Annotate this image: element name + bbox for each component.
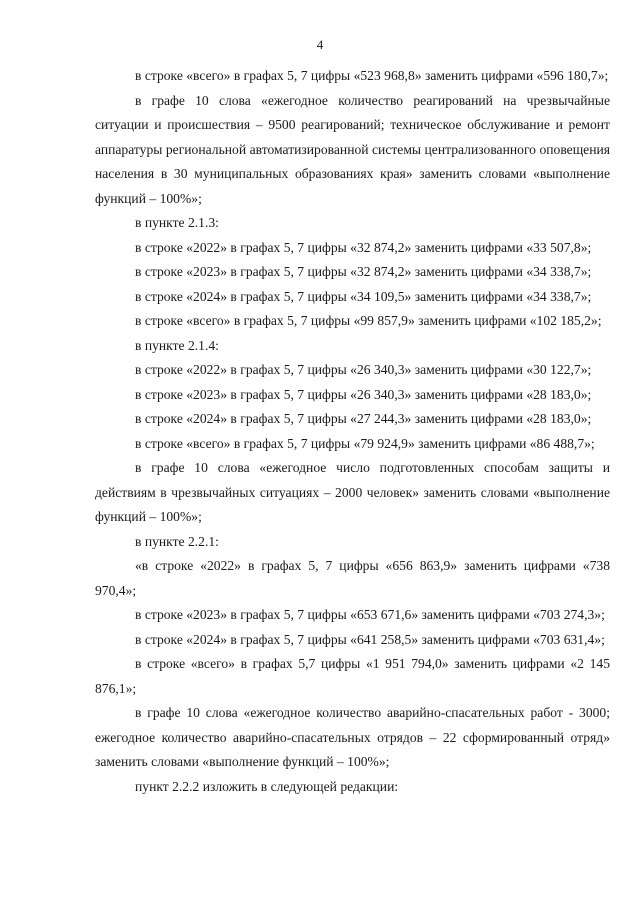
paragraph: «в строке «2022» в графах 5, 7 цифры «656 863,9» заменить цифрами «738 970,4»; (95, 558, 610, 598)
page-number: 4 (316, 37, 324, 52)
paragraph: в строке «2023» в графах 5, 7 цифры «653 671,6» заменить цифрами «703 274,3»; (135, 607, 605, 622)
paragraph: в строке «2023» в графах 5, 7 цифры «26 340,3» заменить цифрами «28 183,0»; (135, 386, 592, 402)
document-body (95, 64, 610, 799)
paragraph: в строке «2024» в графах 5, 7 цифры «641 258,5» заменить цифрами «703 631,4»; (135, 631, 605, 647)
paragraph: в строке «всего» в графах 5, 7 цифры «79 924,9» заменить цифрами «86 488,7»; (135, 435, 595, 451)
paragraph: в строке «всего» в графах 5, 7 цифры «523 968,8» заменить цифрами «596 180,7»; (135, 68, 609, 83)
section-heading: в пункте 2.1.4: (135, 337, 219, 353)
section-heading: в пункте 2.2.1: (135, 533, 219, 549)
section-heading: в пункте 2.1.3: (135, 215, 219, 230)
paragraph: в графе 10 слова «ежегодное количество аварийно-спасательных работ - 3000; ежегодное количество аварийно-спасательных отрядов – 22 сформированный отряд» заменить словами «выполнение функций – 100%»; (95, 705, 610, 769)
paragraph: в графе 10 слова «ежегодное число подготовленных способам защиты и действиям в чрезвычайных ситуациях – 2000 человек» заменить словами «выполнение функций – 100%»; (95, 460, 610, 524)
paragraph: в строке «всего» в графах 5,7 цифры «1 951 794,0» заменить цифрами «2 145 876,1»; (95, 656, 610, 696)
paragraph: в строке «всего» в графах 5, 7 цифры «99 857,9» заменить цифрами «102 185,2»; (135, 313, 602, 328)
paragraph: в строке «2022» в графах 5, 7 цифры «32 874,2» заменить цифрами «33 507,8»; (135, 239, 592, 255)
paragraph: в строке «2023» в графах 5, 7 цифры «32 874,2» заменить цифрами «34 338,7»; (135, 264, 592, 279)
paragraph: в строке «2022» в графах 5, 7 цифры «26 340,3» заменить цифрами «30 122,7»; (135, 362, 592, 377)
paragraph: в графе 10 слова «ежегодное количество реагирований на чрезвычайные ситуации и происшествия – 9500 реагирований; техническое обслуживание и ремонт аппаратуры региональной автоматизированной системы централизованного оповещения населения в 30 муниципальных образованиях края» заменить словами «выполнение функций – 100%»; (95, 92, 610, 206)
paragraph: в строке «2024» в графах 5, 7 цифры «34 109,5» заменить цифрами «34 338,7»; (135, 288, 592, 304)
section-heading: пункт 2.2.2 изложить в следующей редакции: (135, 778, 399, 794)
paragraph: в строке «2024» в графах 5, 7 цифры «27 244,3» заменить цифрами «28 183,0»; (135, 411, 592, 426)
